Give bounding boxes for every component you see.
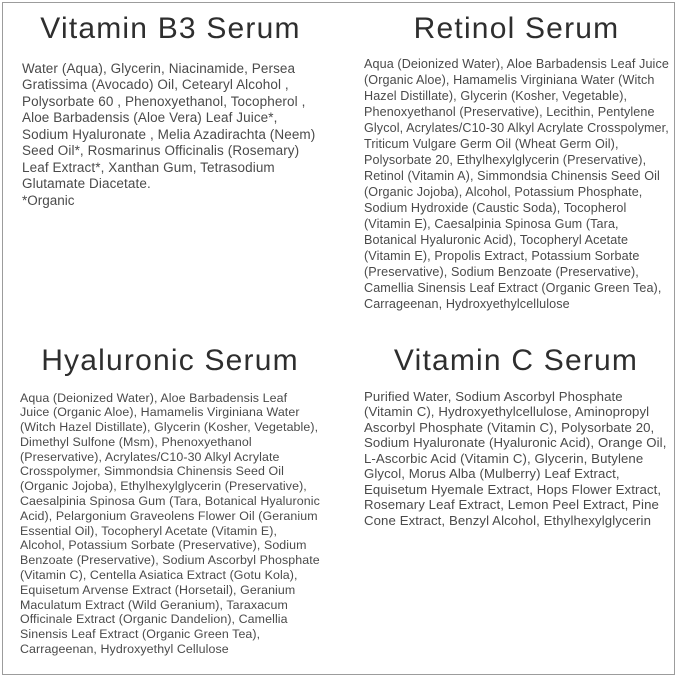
organic-footnote: *Organic — [22, 192, 75, 208]
product-title: Hyaluronic Serum — [41, 344, 299, 377]
product-title: Retinol Serum — [413, 12, 620, 45]
product-title: Vitamin B3 Serum — [40, 12, 301, 45]
ingredient-panel-vitamin-b3-serum — [22, 12, 319, 209]
ingredient-panel-hyaluronic-serum — [20, 344, 320, 657]
ingredient-list: Purified Water, Sodium Ascorbyl Phosphate (Vitamin C), Hydroxyethylcellulose, Aminopropyl Ascorbyl Phosphate (Vitamin C), Polysorbate 20, Sodium Hyaluronate (Hyaluronic Acid), Orange Oil, L-Ascorbic Acid (Vitamin C), Glycerin, Butylene Glycol, Morus Alba (Mulberry) Leaf Extract, Equisetum Hyemale Extract, Hops Flower Extract, Rosemary Leaf Extract, Lemon Peel Extract, Pine Cone Extract, Benzyl Alcohol, Ethylhexylglycerin — [364, 388, 667, 528]
ingredient-panel-retinol-serum — [364, 12, 669, 312]
ingredient-list: Aqua (Deionized Water), Aloe Barbadensis Leaf Juice (Organic Aloe), Hamamelis Virginiana Water (Witch Hazel Distillate), Glycerin (Kosher, Vegetable), Phenoxyethanol (Preservative), Lecithin, Pentylene Glycol, Acrylates/C10-30 Alkyl Acrylate Crosspolymer, Triticum Vulgare Germ Oil (Wheat Germ Oil), Polysorbate 20, Ethylhexylglycerin (Preservative), Retinol (Vitamin A), Simmondsia Chinensis Seed Oil (Organic Jojoba), Alcohol, Potassium Phosphate, Sodium Hydroxide (Caustic Soda), Tocopherol (Vitamin E), Caesalpinia Spinosa Gum (Tara, Botanical Hyaluronic Acid), Tocopheryl Acetate (Vitamin E), Propolis Extract, Potassium Sorbate (Preservative), Sodium Benzoate (Preservative), Camellia Sinensis Leaf Extract (Organic Green Tea), Carrageenan, Hydroxyethylcellulose — [364, 56, 669, 311]
ingredient-panel-vitamin-c-serum — [364, 344, 668, 528]
product-title: Vitamin C Serum — [393, 344, 639, 377]
ingredient-list: Water (Aqua), Glycerin, Niacinamide, Persea Gratissima (Avocado) Oil, Cetearyl Alcohol , Polysorbate 60 , Phenoxyethanol, Tocopherol , Aloe Barbadensis (Aloe Vera) Leaf Juice*, Sodium Hyaluronate , Melia Azadirachta (Neem) Seed Oil*, Rosmarinus Officinalis (Rosemary) Leaf Extract*, Xanthan Gum, Tetrasodium Glutamate Diacetate. — [22, 60, 316, 191]
ingredient-list: Aqua (Deionized Water), Aloe Barbadensis Leaf Juice (Organic Aloe), Hamamelis Virginiana Water (Witch Hazel Distillate), Glycerin (Kosher, Vegetable), Dimethyl Sulfone (Msm), Phenoxyethanol (Preservative), Acrylates/C10-30 Alkyl Acrylate Crosspolymer, Simmondsia Chinensis Seed Oil (Organic Jojoba), Ethylhexylglycerin (Preservative), Caesalpinia Spinosa Gum (Tara, Botanical Hyaluronic Acid), Pelargonium Graveolens Flower Oil (Geranium Essential Oil), Tocopheryl Acetate (Vitamin E), Alcohol, Potassium Sorbate (Preservative), Sodium Benzoate (Preservative), Sodium Ascorbyl Phosphate (Vitamin C), Centella Asiatica Extract (Gotu Kola), Equisetum Arvense Extract (Horsetail), Geranium Maculatum Extract (Wild Geranium), Taraxacum Officinale Extract (Organic Dandelion), Camellia Sinensis Leaf Extract (Organic Green Tea), Carrageenan, Hydroxyethyl Cellulose — [20, 390, 320, 657]
